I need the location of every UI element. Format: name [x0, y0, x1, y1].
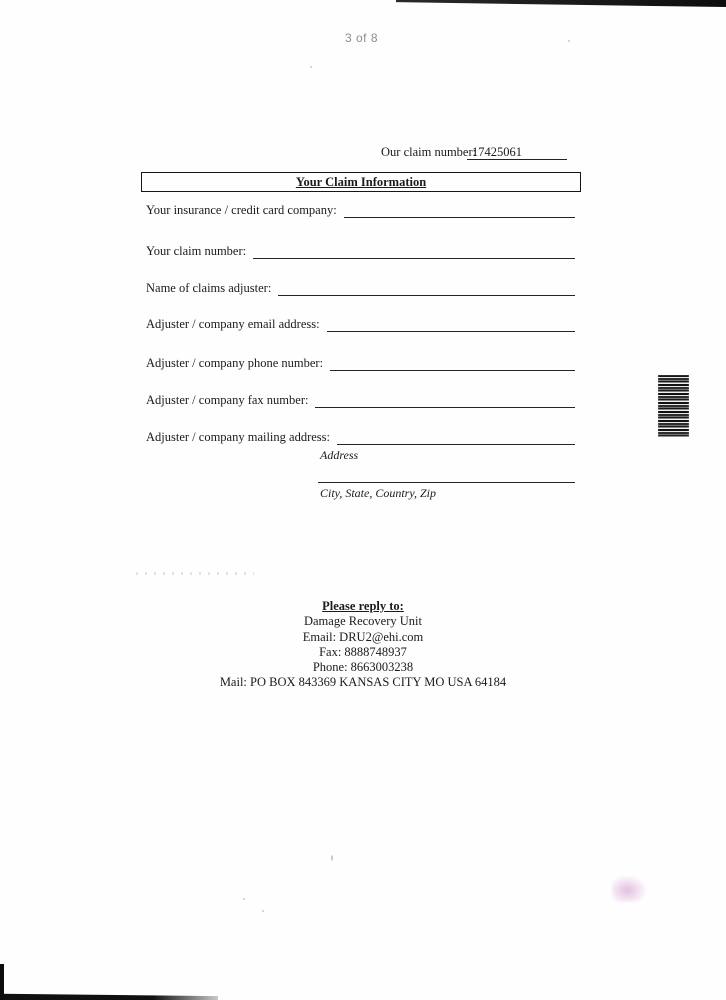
- adjuster-name-line: [278, 281, 575, 296]
- scan-speckle: [262, 910, 264, 912]
- field-row-adjuster-phone: [146, 355, 575, 371]
- page-indicator: 3 of 8: [345, 31, 379, 45]
- reply-line-fax: Fax: 8888748937: [319, 644, 407, 659]
- our-claim-number-label: Our claim number:: [381, 145, 477, 159]
- adjuster-phone-label: Adjuster / company phone number:: [146, 356, 324, 370]
- adjuster-fax-label: Adjuster / company fax number:: [146, 393, 309, 407]
- field-row-insurance-company: [146, 202, 575, 218]
- section-title: Your Claim Information: [295, 174, 427, 189]
- faint-scan-scribble: [136, 572, 254, 575]
- insurance-company-line: [344, 203, 575, 218]
- our-claim-number-value: 17425061: [467, 145, 567, 160]
- address-sublabel: Address: [320, 448, 359, 462]
- scan-edge-artifact-left: [0, 964, 4, 1000]
- city-state-sublabel: City, State, Country, Zip: [320, 486, 437, 500]
- reply-block: [0, 599, 726, 691]
- field-row-claim-number: [146, 243, 575, 259]
- scan-edge-artifact-bottom: [0, 993, 218, 1000]
- adjuster-name-label: Name of claims adjuster:: [146, 281, 272, 295]
- insurance-company-label: Your insurance / credit card company:: [146, 203, 337, 217]
- adjuster-phone-line: [330, 356, 575, 371]
- field-row-adjuster-mailing-address: [146, 429, 575, 445]
- reply-line-unit: Damage Recovery Unit: [303, 614, 422, 629]
- adjuster-email-line: [327, 317, 575, 332]
- pink-ink-smudge: [612, 876, 646, 902]
- reply-line-email: Email: DRU2@ehi.com: [302, 629, 424, 644]
- reply-heading: Please reply to:: [322, 599, 404, 613]
- barcode-icon: [658, 375, 689, 437]
- scan-speckle: [568, 40, 570, 42]
- scan-speckle: [331, 855, 333, 861]
- scan-edge-artifact-top: [396, 0, 726, 7]
- scan-speckle: [243, 898, 245, 900]
- city-state-line: [318, 468, 575, 483]
- claim-number-label: Your claim number:: [146, 244, 247, 258]
- field-row-adjuster-name: [146, 280, 575, 296]
- adjuster-fax-line: [315, 393, 575, 408]
- adjuster-mailing-address-label: Adjuster / company mailing address:: [146, 430, 330, 444]
- reply-line-mail: Mail: PO BOX 843369 KANSAS CITY MO USA 64184: [219, 675, 507, 690]
- reply-line-phone: Phone: 8663003238: [312, 660, 414, 675]
- adjuster-mailing-address-line: [337, 430, 575, 445]
- claim-number-line: [253, 244, 575, 259]
- scan-speckle: [310, 66, 312, 68]
- section-title-box: [141, 172, 581, 192]
- field-row-adjuster-fax: [146, 392, 575, 408]
- adjuster-email-label: Adjuster / company email address:: [146, 317, 320, 331]
- field-row-adjuster-email: [146, 316, 575, 332]
